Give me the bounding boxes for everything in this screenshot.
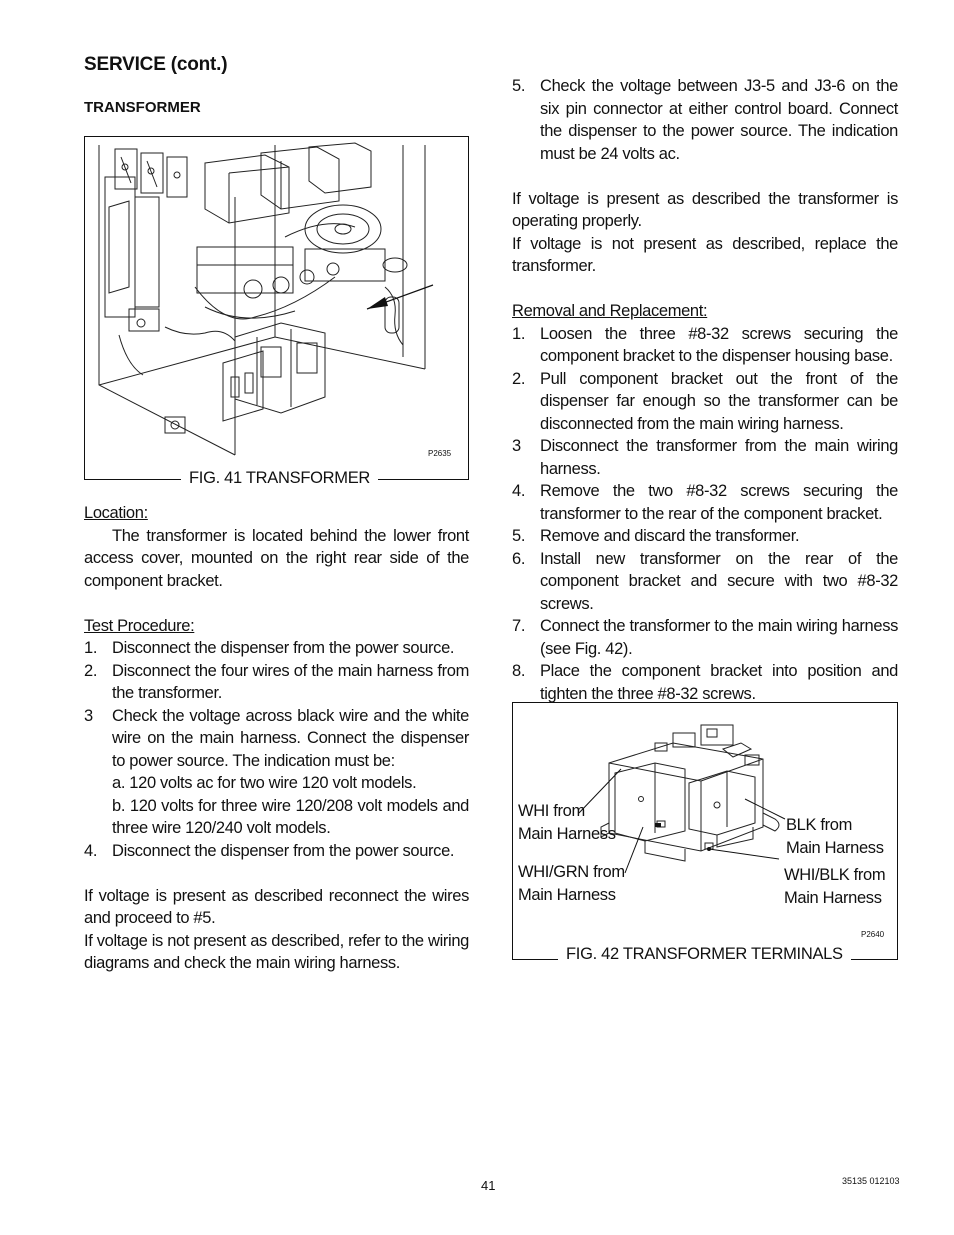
voltage-absent-note: If voltage is not present as described, refer to the wiring diagrams and check the main wiring harness. [84,931,469,972]
subsection-title: TRANSFORMER [84,99,201,116]
list-item: 4. Disconnect the dispenser from the power source. [84,841,455,860]
label-whi-blk: WHI/BLK from Main Harness [784,866,886,907]
label-whi: WHI from Main Harness [518,802,616,843]
list-item: 5. Check the voltage between J3-5 and J3-6 on the six pin connector at either control board. Connect the dispenser to the power source. The indication must be 24 volts ac. [512,77,898,163]
list-item: 6. Install new transformer on the rear of the component bracket and secure with two #8-32 screws. [512,549,898,613]
voltage-absent-note-2: If voltage is not present as described, replace the transformer. [512,234,898,275]
page-number: 41 [481,1178,496,1193]
list-item: 5. Remove and discard the transformer. [512,527,800,545]
removal-heading: Removal and Replacement: [512,302,708,320]
list-item: 8. Place the component bracket into position and tighten the three #8-32 screws. [512,662,898,703]
list-item: 3 Check the voltage across black wire and the white wire on the main harness. Connect the dispenser to power source. The indication must be: [84,706,469,770]
label-whi-grn: WHI/GRN from Main Harness [518,863,625,904]
list-item: 1. Loosen the three #8-32 screws securing the component bracket to the dispenser housing base. [512,324,898,365]
list-item: 2. Pull component bracket out the front of the dispenser far enough so the transformer can be disconnected from the main wiring harness. [512,369,898,433]
right-column [512,75,898,705]
list-item: 4. Remove the two #8-32 screws securing the transformer to the rear of the component bracket. [512,482,898,523]
list-item: 1. Disconnect the dispenser from the power source. [84,639,455,657]
voltage-present-note: If voltage is present as described reconnect the wires and proceed to #5. [84,886,469,927]
location-heading: Location: [84,504,148,522]
test-procedure-heading: Test Procedure: [84,616,195,635]
sub-item-b: b. 120 volts for three wire 120/208 volt models and three wire 120/240 volt models. [112,796,469,837]
figure-41-code: P2635 [428,449,452,458]
voltage-present-note-2: If voltage is present as described the transformer is operating properly. [512,189,898,230]
figure-42 [512,702,898,960]
list-item: 2. Disconnect the four wires of the main harness from the transformer. [84,661,469,702]
figure-42-caption: FIG. 42 TRANSFORMER TERMINALS [558,945,851,964]
left-column [84,502,469,975]
document-number: 35135 012103 [842,1176,900,1186]
figure-42-code: P2640 [861,930,885,939]
location-text: The transformer is located behind the lower front access cover, mounted on the right rear side of the component bracket. [84,526,469,590]
label-blk: BLK from Main Harness [786,816,884,857]
sub-item-a: a. 120 volts ac for two wire 120 volt models. [112,774,417,792]
figure-41 [84,136,469,480]
list-item: 3 Disconnect the transformer from the main wiring harness. [512,437,898,478]
figure-41-caption: FIG. 41 TRANSFORMER [181,469,378,488]
transformer-location-illustration [85,137,468,479]
list-item: 7. Connect the transformer to the main wiring harness (see Fig. 42). [512,617,898,658]
section-title: SERVICE (cont.) [84,54,228,75]
